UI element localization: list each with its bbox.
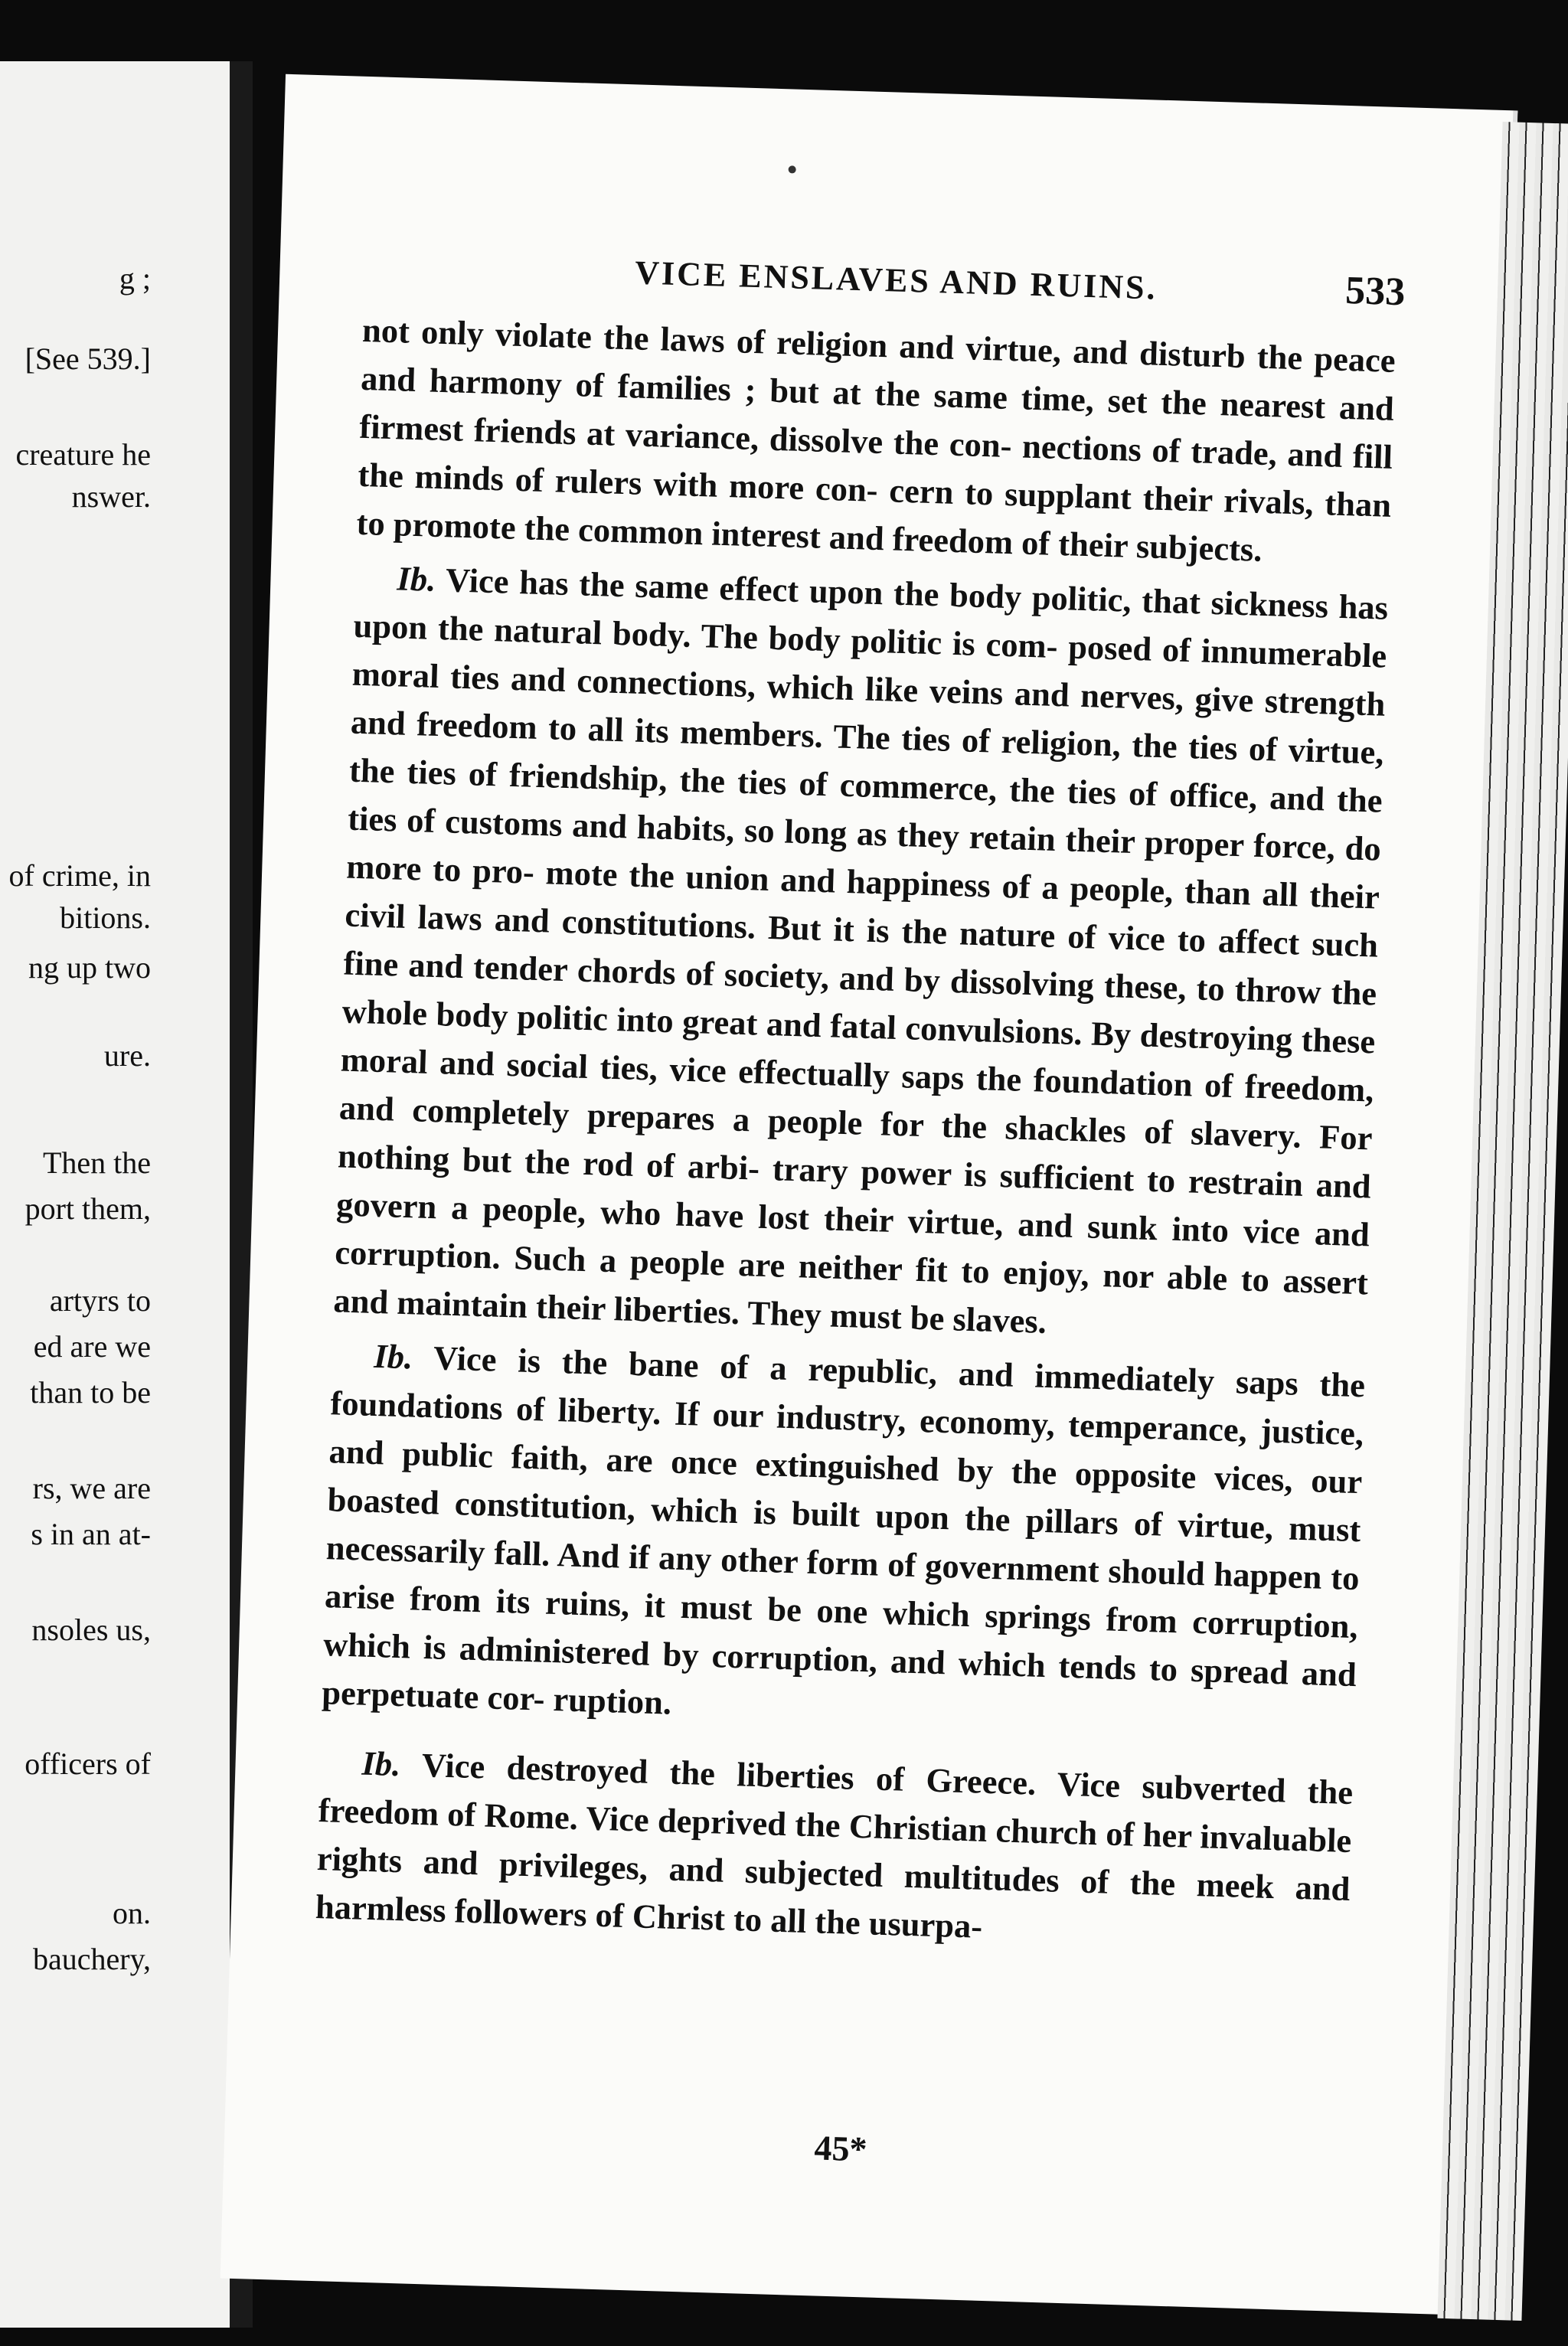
left-page-line: than to be [30, 1375, 151, 1410]
paragraph-2-text: Vice has the same effect upon the body politic, that sickness has upon the natural body. The body politic is com- posed of innumerable moral ties and connections, which like veins and nerves, give strength and freedom to all its members. The ties of religion, the ties of virtue, the ties of friendship, the ties of commerce, the ties of office, and the ties of customs and habits, so long as they retain their proper force, do more to pro- mote the union and happiness of a people, than all their civil laws and constitutions. But it is the nature of vice to affect such fine and tender chords of society, and by dissolving these, to throw the whole body politic into great and fatal convulsions. By destroying these moral and social ties, vice effectually saps the foundation of freedom, and completely prepares a people for the shackles of slavery. For nothing but the rod of arbi- trary power is sufficient to restrain and govern a people, who have lost their virtue, and sunk into vice and corruption. Such a people are neither fit to enjoy, nor able to assert and maintain their liberties. They must be slaves. [332, 560, 1389, 1341]
left-page-line: Then the [42, 1145, 151, 1180]
paragraph-3-lead: Ib. [373, 1336, 413, 1377]
paragraph-4-lead: Ib. [361, 1743, 402, 1784]
left-page [0, 61, 234, 2328]
left-page-line: ng up two [28, 950, 151, 985]
left-page-line: ed are we [33, 1329, 151, 1364]
paragraph-2-lead: Ib. [396, 559, 437, 599]
left-page-line: of crime, in [8, 858, 151, 893]
left-page-lines [0, 61, 234, 2328]
left-page-line: port them, [24, 1191, 151, 1226]
paragraph-3 [321, 1331, 1365, 1747]
left-page-line: on. [113, 1896, 151, 1930]
left-page-line: officers of [24, 1746, 151, 1781]
left-page-line: g ; [119, 261, 151, 296]
left-page-line: artyrs to [49, 1283, 151, 1318]
paragraph-3-text: Vice is the bane of a republic, and immediately saps the foundations of liberty. If our industry, economy, temperance, justice, and public faith, are once extinguished by the opposite vices, our boasted constitution, which is built upon the pillars of virtue, must necessarily fall. And if any other form of government should happen to arise from its ruins, it must be one which springs from corruption, which is administered by corruption, and which tends to spread and perpetuate cor- ruption. [321, 1338, 1366, 1722]
signature-mark: 45* [813, 2128, 868, 2169]
left-page-line: nsoles us, [31, 1612, 151, 1647]
left-page-line: nswer. [71, 479, 151, 514]
paragraph-1 [356, 306, 1396, 578]
left-page-line: creature he [15, 437, 151, 472]
ink-speck [789, 165, 796, 173]
left-page-line: [See 539.] [24, 341, 151, 376]
paragraph-1-text: not only violate the laws of religion and virtue, and disturb the peace and harmony of families ; but at the same time, set the nearest and firmest friends at variance, dissolve the con- nections of trade, and fill the minds of rulers with more con- cern to supplant their rivals, than to promote the common interest and freedom of their subjects. [355, 310, 1396, 569]
page-number: 533 [1344, 268, 1406, 315]
paragraph-4 [315, 1738, 1354, 1962]
paragraph-2 [333, 554, 1389, 1356]
left-page-line: ure. [103, 1038, 151, 1073]
left-page-line: bitions. [60, 900, 151, 935]
body-text [315, 306, 1396, 1962]
left-page-line: bauchery, [33, 1942, 151, 1976]
running-head: VICE ENSLAVES AND RUINS. [634, 253, 1158, 307]
left-page-line: s in an at- [31, 1517, 151, 1551]
paragraph-4-text: Vice destroyed the liberties of Greece. Vice subverted the freedom of Rome. Vice deprived the Christian church of her invaluable rights and privileges, and subjected multitudes of the meek and harmless followers of Christ to all the usurpa- [315, 1745, 1354, 1946]
right-page [220, 74, 1518, 2315]
left-page-line: rs, we are [32, 1471, 151, 1505]
